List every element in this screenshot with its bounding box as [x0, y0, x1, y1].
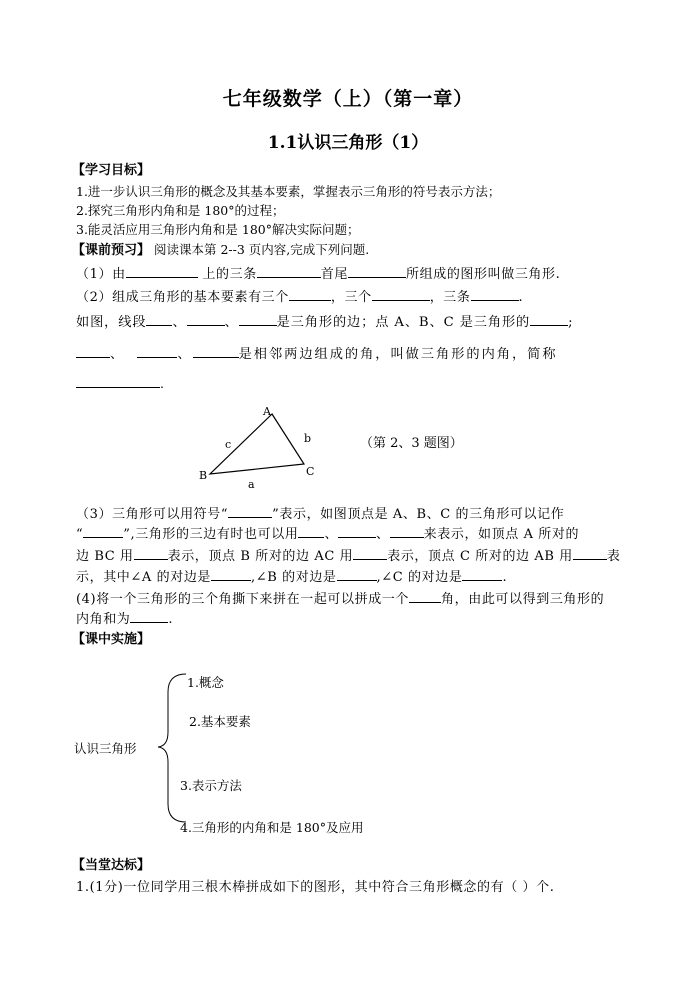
blank[interactable]	[348, 265, 406, 278]
q3d-text-a: 示，其中∠A 的对边是	[76, 570, 212, 585]
q2b-text-a: 如图，线段	[76, 315, 147, 330]
q2b-text-c: ;	[568, 315, 574, 330]
blank[interactable]	[573, 547, 607, 560]
vertex-label-a: A	[263, 405, 271, 418]
sep: 、	[177, 347, 193, 362]
tree-branch-2: 2.基本要素	[189, 714, 251, 729]
q2d-end: .	[160, 376, 164, 391]
q3c-text-c: 表示，顶点 C 所对的边 AB 用	[387, 549, 573, 564]
question-3-line-2	[76, 525, 579, 543]
blank[interactable]	[76, 345, 110, 358]
question-2-line-2	[76, 313, 573, 331]
q1-text-a: （1）由	[76, 267, 126, 282]
q3d-text-b: ,∠B 的对边是	[251, 570, 337, 585]
side-label-c: c	[225, 438, 232, 451]
side-label-a: a	[248, 478, 255, 491]
blank[interactable]	[257, 265, 321, 278]
side-label-b: b	[304, 432, 312, 445]
q2-text-d: .	[518, 290, 524, 305]
blank[interactable]	[187, 313, 225, 326]
blank[interactable]	[462, 568, 502, 581]
q4a-text-b: 角，由此可以得到三角形的	[441, 592, 605, 607]
blank[interactable]	[390, 525, 424, 538]
blank[interactable]	[409, 590, 441, 603]
objective-item-2: 2.探究三角形内角和是 180°的过程；	[76, 203, 285, 218]
assessment-question-1: 1.(1分)一位同学用三根木棒拼成如下的图形，其中符合三角形概念的有（ ）个.	[76, 880, 555, 895]
question-2-line-3	[76, 345, 558, 363]
blank[interactable]	[193, 345, 239, 358]
blank[interactable]	[372, 288, 430, 301]
q3c-text-d: 表	[606, 549, 621, 564]
blank[interactable]	[353, 547, 387, 560]
preview-heading: 【课前预习】	[72, 243, 151, 258]
q1-text-c: 首尾	[320, 267, 349, 282]
objectives-heading: 【学习目标】	[72, 163, 151, 178]
question-4-line-2	[76, 610, 173, 628]
q2-text-b: ，三个	[330, 290, 372, 305]
question-2	[76, 288, 523, 306]
preview-intro: 阅读课本第 2--3 页内容,完成下列问题.	[154, 242, 370, 257]
question-3	[76, 505, 564, 523]
question-2-line-4	[76, 375, 164, 392]
q4a-text-a: (4)将一个三角形的三个角撕下来拼在一起可以拼成一个	[76, 592, 410, 607]
lesson-title: 1.1认识三角形（1）	[267, 133, 429, 153]
blank[interactable]	[134, 547, 168, 560]
q3d-text-c: ,∠C 的对边是	[376, 570, 463, 585]
question-3-line-3	[76, 547, 620, 565]
objective-item-3: 3.能灵活应用三角形内角和是 180°解决实际问题；	[76, 222, 360, 237]
tree-root: 认识三角形	[74, 741, 137, 756]
blank[interactable]	[530, 313, 568, 326]
blank[interactable]	[471, 288, 519, 301]
blank[interactable]	[298, 525, 324, 538]
question-1	[76, 265, 560, 283]
blank[interactable]	[83, 525, 123, 538]
classwork-heading: 【课中实施】	[72, 632, 151, 647]
blank[interactable]	[239, 313, 277, 326]
question-4	[76, 590, 604, 608]
triangle-figure	[190, 398, 463, 498]
tree-branch-1: 1.概念	[187, 675, 224, 690]
q2b-text-b: 是三角形的边；点 A、B、C 是三角形的	[276, 315, 531, 330]
q3a-text-b: ”表示，如图顶点是 A、B、C 的三角形可以记作	[272, 507, 565, 522]
q3d-text-d: .	[502, 570, 508, 585]
sep: 、	[110, 347, 126, 362]
blank[interactable]	[228, 505, 272, 518]
blank[interactable]	[337, 568, 377, 581]
tree-branch-4: 4.三角形的内角和是 180°及应用	[180, 820, 364, 835]
q3c-text-a: 边 BC 用	[76, 549, 134, 564]
q2-text-a: （2）组成三角形的基本要素有三个	[76, 290, 289, 305]
q3b-text-a: “	[76, 527, 84, 542]
q3b-text-c: 来表示，如顶点 A 所对的	[423, 527, 580, 542]
q1-text-b: 上的三条	[202, 267, 257, 282]
blank[interactable]	[137, 345, 177, 358]
objective-item-1: 1.进一步认识三角形的概念及其基本要素，掌握表示三角形的符号表示方法；	[76, 184, 501, 199]
q4b-text-b: .	[168, 612, 174, 627]
assessment-heading: 【当堂达标】	[72, 858, 151, 873]
q3c-text-b: 表示，顶点 B 所对的边 AC 用	[167, 549, 354, 564]
preview-heading-line	[72, 242, 369, 259]
blank[interactable]	[289, 288, 331, 301]
q3a-text-a: （3）三角形可以用符号“	[76, 507, 229, 522]
q2-text-c: ，三条	[429, 290, 471, 305]
vertex-label-b: B	[199, 469, 208, 482]
q1-text-d: 所组成的图形叫做三角形.	[406, 267, 561, 282]
vertex-label-c: C	[306, 465, 315, 478]
q4b-text-a: 内角和为	[76, 612, 131, 627]
figure-caption: （第 2、3 题图）	[360, 436, 463, 451]
sep: 、	[172, 315, 187, 330]
page-title: 七年级数学（上）（第一章）	[222, 88, 474, 110]
q2c-text-a: 是相邻两边组成的角，叫做三角形的内角，简称	[238, 347, 558, 362]
q3b-text-b: ”,三角形的三边有时也可以用	[123, 527, 299, 542]
tree-branch-3: 3.表示方法	[180, 778, 242, 793]
blank[interactable]	[126, 265, 198, 278]
sep: 、	[376, 527, 390, 542]
blank[interactable]	[211, 568, 251, 581]
question-3-line-4	[76, 568, 507, 586]
blank[interactable]	[146, 313, 172, 326]
sep: 、	[324, 527, 339, 542]
blank[interactable]	[338, 525, 376, 538]
blank[interactable]	[76, 375, 160, 388]
brace-icon	[150, 670, 200, 830]
sep: 、	[224, 315, 239, 330]
blank[interactable]	[130, 610, 168, 623]
